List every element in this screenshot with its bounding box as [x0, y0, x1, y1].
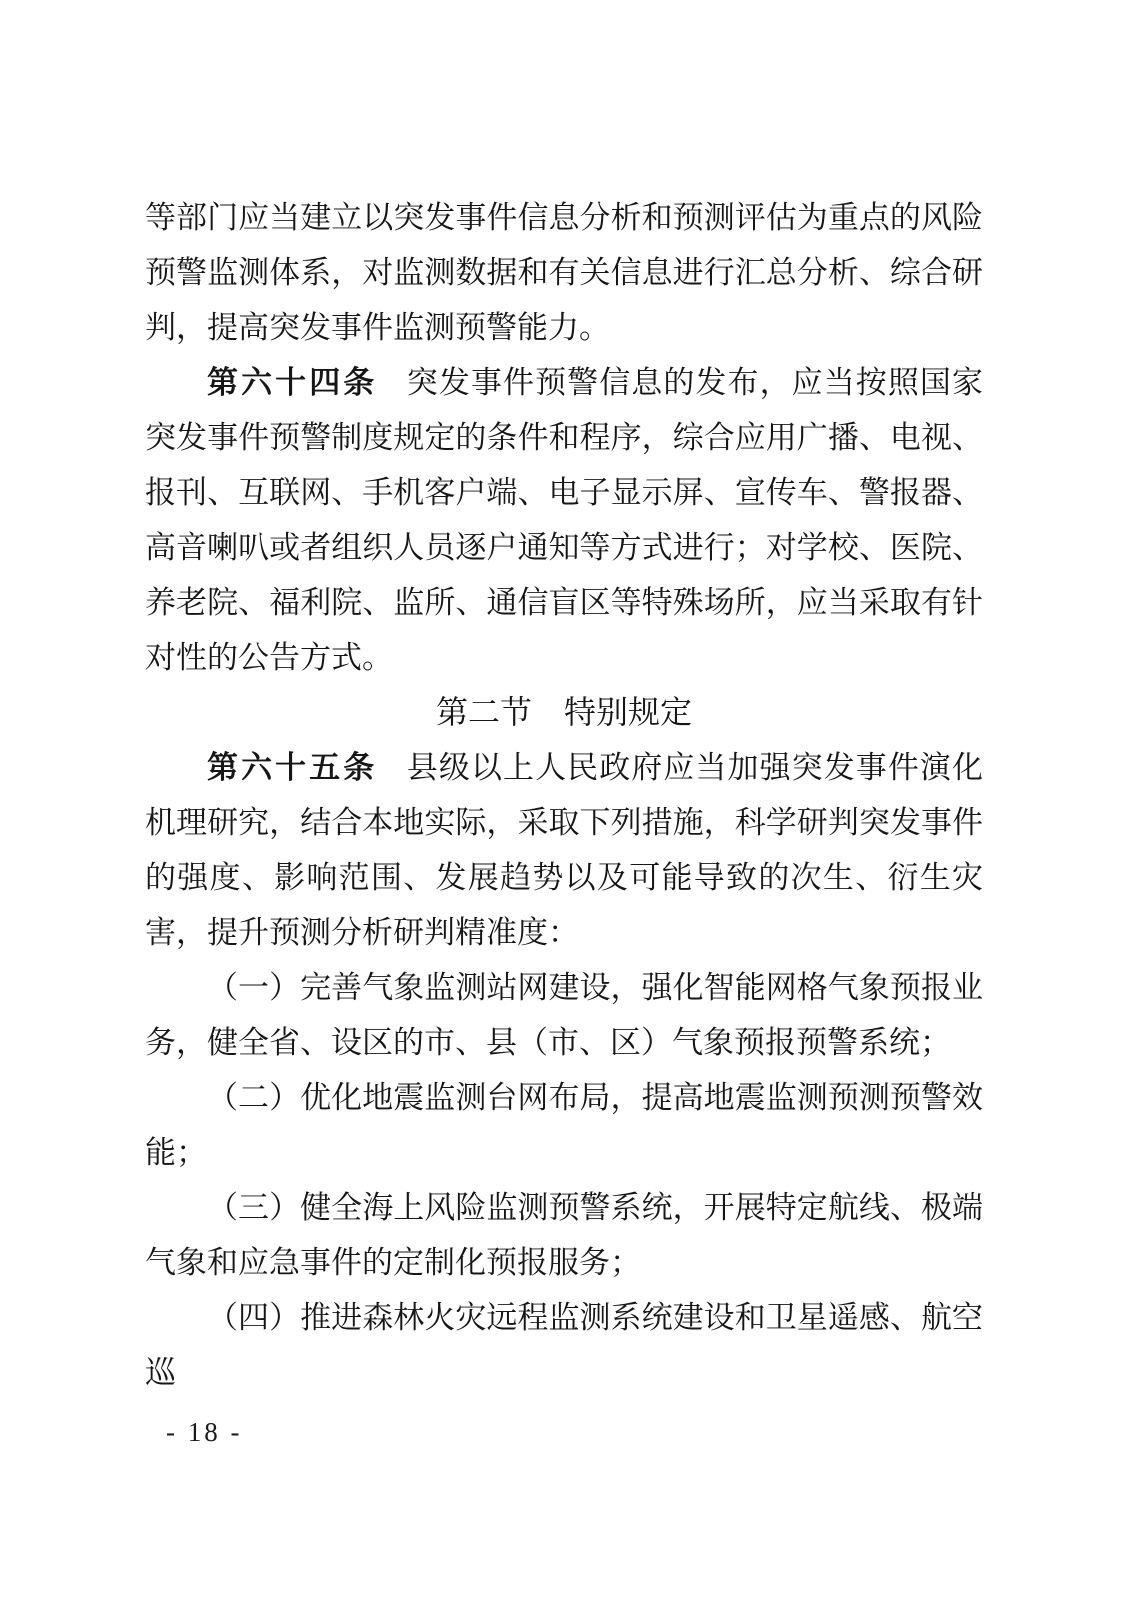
paragraph-continuation: 等部门应当建立以突发事件信息分析和预测评估为重点的风险预警监测体系，对监测数据和有关信息进行汇总分析、综合研判，提高突发事件监测预警能力。	[145, 200, 983, 345]
article-65-label: 第六十五条	[207, 750, 378, 785]
list-item-2: （二）优化地震监测台网布局，提高地震监测预测预警效能；	[145, 1080, 983, 1170]
article-64-label: 第六十四条	[207, 365, 378, 400]
article-65-text: 县级以上人民政府应当加强突发事件演化机理研究，结合本地实际，采取下列措施，科学研判突发事件的强度、影响范围、发展趋势以及可能导致的次生、衍生灾害，提升预测分析研判精准度：	[145, 750, 984, 950]
paragraph-article-64	[145, 355, 983, 685]
page-number: - 18 -	[166, 1417, 243, 1447]
list-item-1: （一）完善气象监测站网建设，强化智能网格气象预报业务，健全省、设区的市、县（市、区）气象预报预警系统；	[145, 970, 983, 1060]
section-heading: 第二节 特别规定	[435, 694, 692, 730]
paragraph-article-65	[145, 740, 983, 960]
article-64-text: 突发事件预警信息的发布，应当按照国家突发事件预警制度规定的条件和程序，综合应用广播、电视、报刊、互联网、手机客户端、电子显示屏、宣传车、警报器、高音喇叭或者组织人员逐户通知等方式进行；对学校、医院、养老院、福利院、监所、通信盲区等特殊场所，应当采取有针对性的公告方式。	[145, 365, 984, 675]
list-item-3: （三）健全海上风险监测预警系统，开展特定航线、极端气象和应急事件的定制化预报服务；	[145, 1190, 983, 1280]
document-body	[145, 190, 983, 1400]
list-item-4: （四）推进森林火灾远程监测系统建设和卫星遥感、航空巡	[145, 1300, 983, 1390]
